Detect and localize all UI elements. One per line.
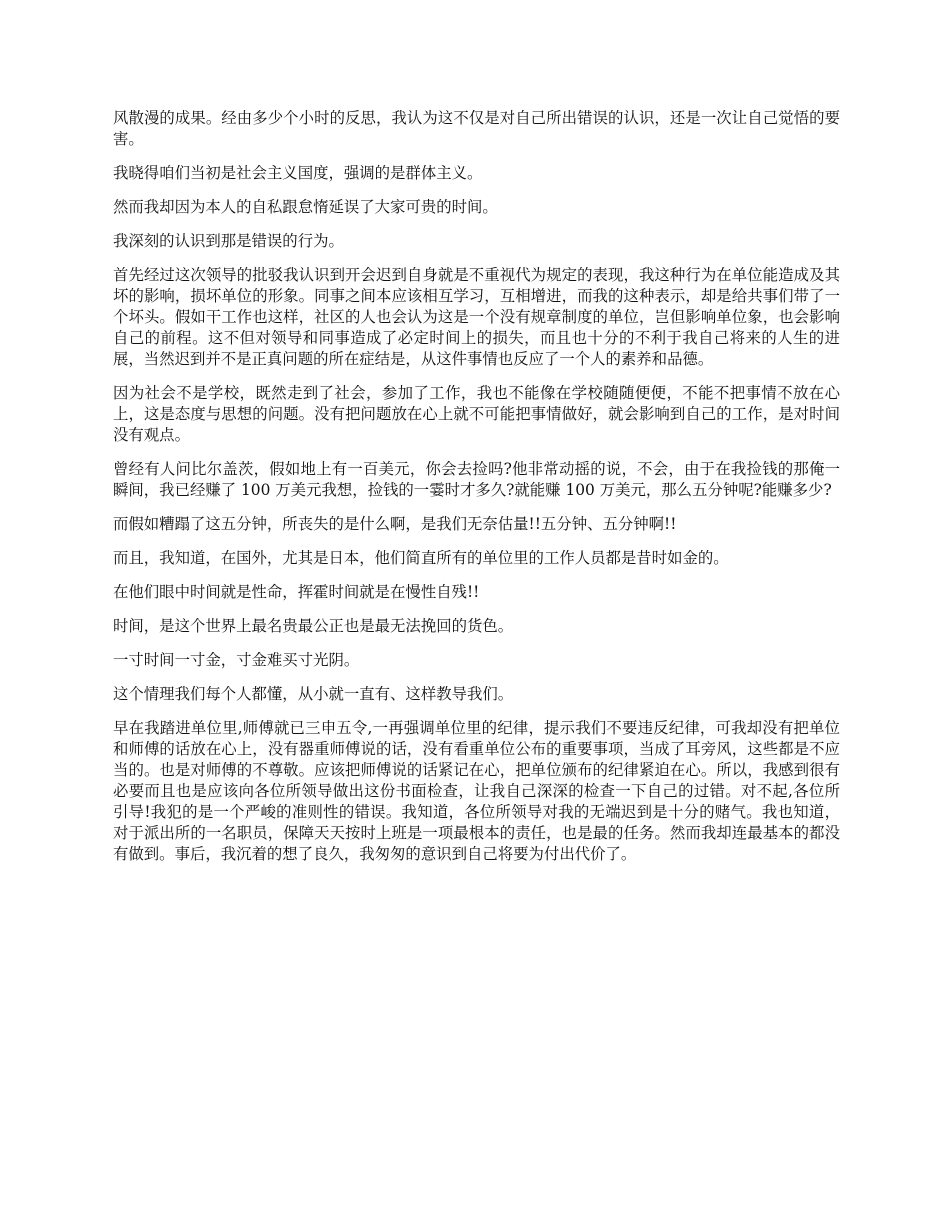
paragraph-6: 因为社会不是学校，既然走到了社会，参加了工作，我也不能像在学校随随便便，不能不把事情不放在心上，这是态度与思想的问题。没有把问题放在心上就不可能把事情做好，就会影响到自己的工作，是对时间没有观点。 bbox=[113, 384, 840, 444]
paragraph-3: 然而我却因为本人的自私跟怠惰延误了大家可贵的时间。 bbox=[113, 198, 498, 216]
paragraph-5: 首先经过这次领导的批驳我认识到开会迟到自身就是不重视代为规定的表现，我这种行为在单位能造成及其坏的影响，损坏单位的形象。同事之间本应该相互学习，互相增进，而我的这种表示，却是给共事们带了一个坏头。假如干工作也这样，社区的人也会认为这是一个没有规章制度的单位，岂但影响单位象，也会影响自己的前程。这不但对领导和同事造成了必定时间上的损失，而且也十分的不利于我自己将来的人生的进展，当然迟到并不是正真问题的所在症结是，从这件事情也反应了一个人的素养和品德。 bbox=[113, 266, 840, 368]
paragraph-4: 我深刻的认识到那是错误的行为。 bbox=[113, 232, 344, 250]
document-page bbox=[113, 108, 840, 878]
paragraph-8: 而假如糟蹋了这五分钟，所丧失的是什么啊，是我们无奈估量!!五分钟、五分钟啊!! bbox=[113, 515, 677, 533]
paragraph-1: 风散漫的成果。经由多少个小时的反思，我认为这不仅是对自己所出错误的认识，还是一次让自己觉悟的要害。 bbox=[113, 109, 840, 148]
paragraph-11: 时间，是这个世界上最名贵最公正也是最无法挽回的货色。 bbox=[113, 617, 514, 635]
paragraph-9: 而且，我知道，在国外，尤其是日本，他们简直所有的单位里的工作人员都是昔时如金的。 bbox=[113, 549, 729, 567]
paragraph-14: 早在我踏进单位里,师傅就已三申五令,一再强调单位里的纪律，提示我们不要违反纪律，可我却没有把单位和师傅的话放在心上，没有器重师傅说的话，没有看重单位公布的重要事项，当成了耳旁风，这些都是不应当的。也是对师傅的不尊敬。应该把师傅说的话紧记在心，把单位颁布的纪律紧迫在心。所以，我感到很有必要而且也是应该向各位所领导做出这份书面检查，让我自己深深的检查一下自己的过错。对不起,各位所引导!我犯的是一个严峻的准则性的错误。我知道，各位所领导对我的无端迟到是十分的赌气。我也知道，对于派出所的一名职员，保障天天按时上班是一项最根本的责任，也是最的任务。然而我却连最基本的都没有做到。事后，我沉着的想了良久，我匆匆的意识到自己将要为付出代价了。 bbox=[113, 719, 840, 863]
paragraph-13: 这个情理我们每个人都懂，从小就一直有、这样教导我们。 bbox=[113, 685, 514, 703]
paragraph-10: 在他们眼中时间就是性命，挥霍时间就是在慢性自残!! bbox=[113, 583, 480, 601]
paragraph-12: 一寸时间一寸金，寸金难买寸光阴。 bbox=[113, 651, 360, 669]
paragraph-7: 曾经有人问比尔盖茨，假如地上有一百美元，你会去捡吗?他非常动摇的说，不会，由于在我捡钱的那俺一瞬间，我已经赚了 100 万美元我想，捡钱的一霎时才多久?就能赚 100 万美元，那么五分钟呢?能赚多少? bbox=[113, 460, 840, 499]
paragraph-2: 我晓得咱们当初是社会主义国度，强调的是群体主义。 bbox=[113, 164, 483, 182]
